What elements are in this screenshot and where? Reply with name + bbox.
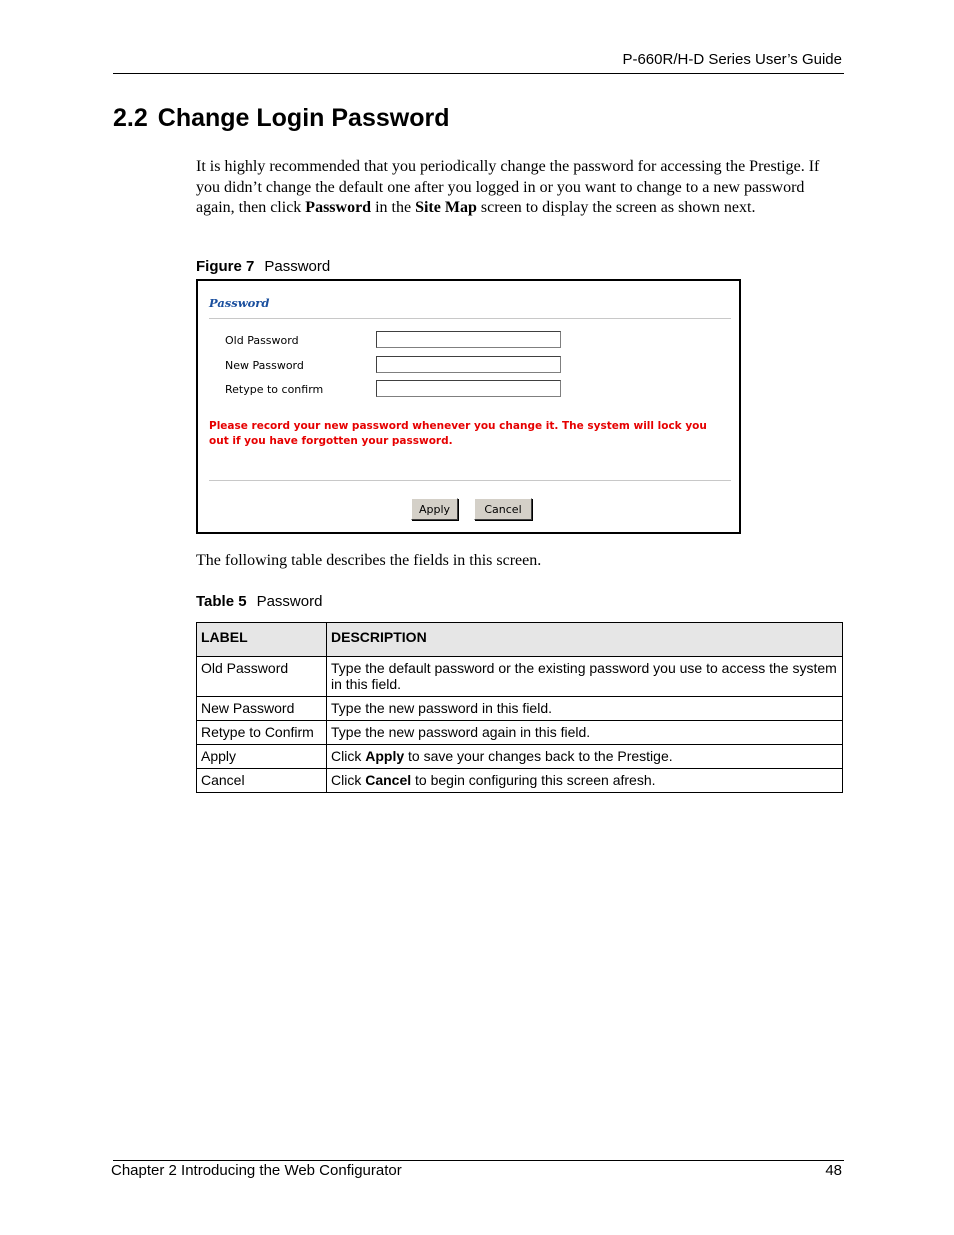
table-row xyxy=(197,769,843,793)
intro-text-2: in the xyxy=(371,199,416,216)
row-description: Click Cancel to begin configuring this screen afresh. xyxy=(327,769,843,793)
table-intro-text: The following table describes the fields in this screen. xyxy=(196,552,542,569)
table-row xyxy=(197,745,843,769)
cancel-button[interactable]: Cancel xyxy=(474,498,532,520)
table-caption-label: Table 5 xyxy=(196,593,247,610)
intro-text-3: screen to display the screen as shown next. xyxy=(476,199,756,216)
figure-caption-text: Password xyxy=(264,258,331,275)
intro-text-1: It is highly recommended that you periodically change the password for accessing the Prestige. If you didn’t change the default one after you logged in or you want to change to a new password again, then click xyxy=(196,158,820,216)
row-label: Apply xyxy=(197,745,327,769)
title-divider xyxy=(209,318,731,320)
row-label: Old Password xyxy=(197,657,327,697)
new-password-input[interactable] xyxy=(376,356,561,373)
page-number: 48 xyxy=(825,1162,842,1179)
screen-title: Password xyxy=(209,296,270,310)
footer-chapter-title: Chapter 2 Introducing the Web Configurator xyxy=(111,1162,402,1179)
header-divider xyxy=(113,73,844,74)
intro-bold-password: Password xyxy=(305,199,372,216)
figure-caption-label: Figure 7 xyxy=(196,258,255,275)
section-number: 2.2 xyxy=(113,104,148,132)
old-password-label: Old Password xyxy=(225,334,299,347)
row-label: New Password xyxy=(197,697,327,721)
new-password-label: New Password xyxy=(225,359,304,372)
intro-paragraph xyxy=(196,157,836,219)
password-fields-table xyxy=(196,622,843,793)
table-row xyxy=(197,657,843,697)
table-caption xyxy=(196,593,322,610)
table-caption-text: Password xyxy=(256,593,323,610)
row-description: Type the new password in this field. xyxy=(327,697,843,721)
row-description: Type the default password or the existing password you use to access the system in this field. xyxy=(327,657,843,697)
apply-button[interactable]: Apply xyxy=(411,498,458,520)
password-screen-figure xyxy=(196,279,741,534)
row-description: Click Apply to save your changes back to the Prestige. xyxy=(327,745,843,769)
row-description: Type the new password again in this field. xyxy=(327,721,843,745)
row-label: Retype to Confirm xyxy=(197,721,327,745)
old-password-input[interactable] xyxy=(376,331,561,348)
section-title: Change Login Password xyxy=(157,104,450,132)
table-header-row xyxy=(197,623,843,657)
running-header-title: P-660R/H-D Series User’s Guide xyxy=(622,51,842,68)
column-header-label: LABEL xyxy=(197,623,327,657)
password-warning-text: Please record your new password whenever you change it. The system will lock you out if you have forgotten your password. xyxy=(209,420,707,447)
retype-confirm-input[interactable] xyxy=(376,380,561,397)
table-row xyxy=(197,721,843,745)
table-row xyxy=(197,697,843,721)
intro-bold-site-map: Site Map xyxy=(415,199,477,216)
footer-divider xyxy=(113,1160,844,1161)
row-label: Cancel xyxy=(197,769,327,793)
column-header-description: DESCRIPTION xyxy=(327,623,843,657)
section-heading xyxy=(113,104,449,133)
retype-confirm-label: Retype to confirm xyxy=(225,383,324,396)
buttons-divider xyxy=(209,480,731,482)
figure-caption xyxy=(196,258,330,275)
